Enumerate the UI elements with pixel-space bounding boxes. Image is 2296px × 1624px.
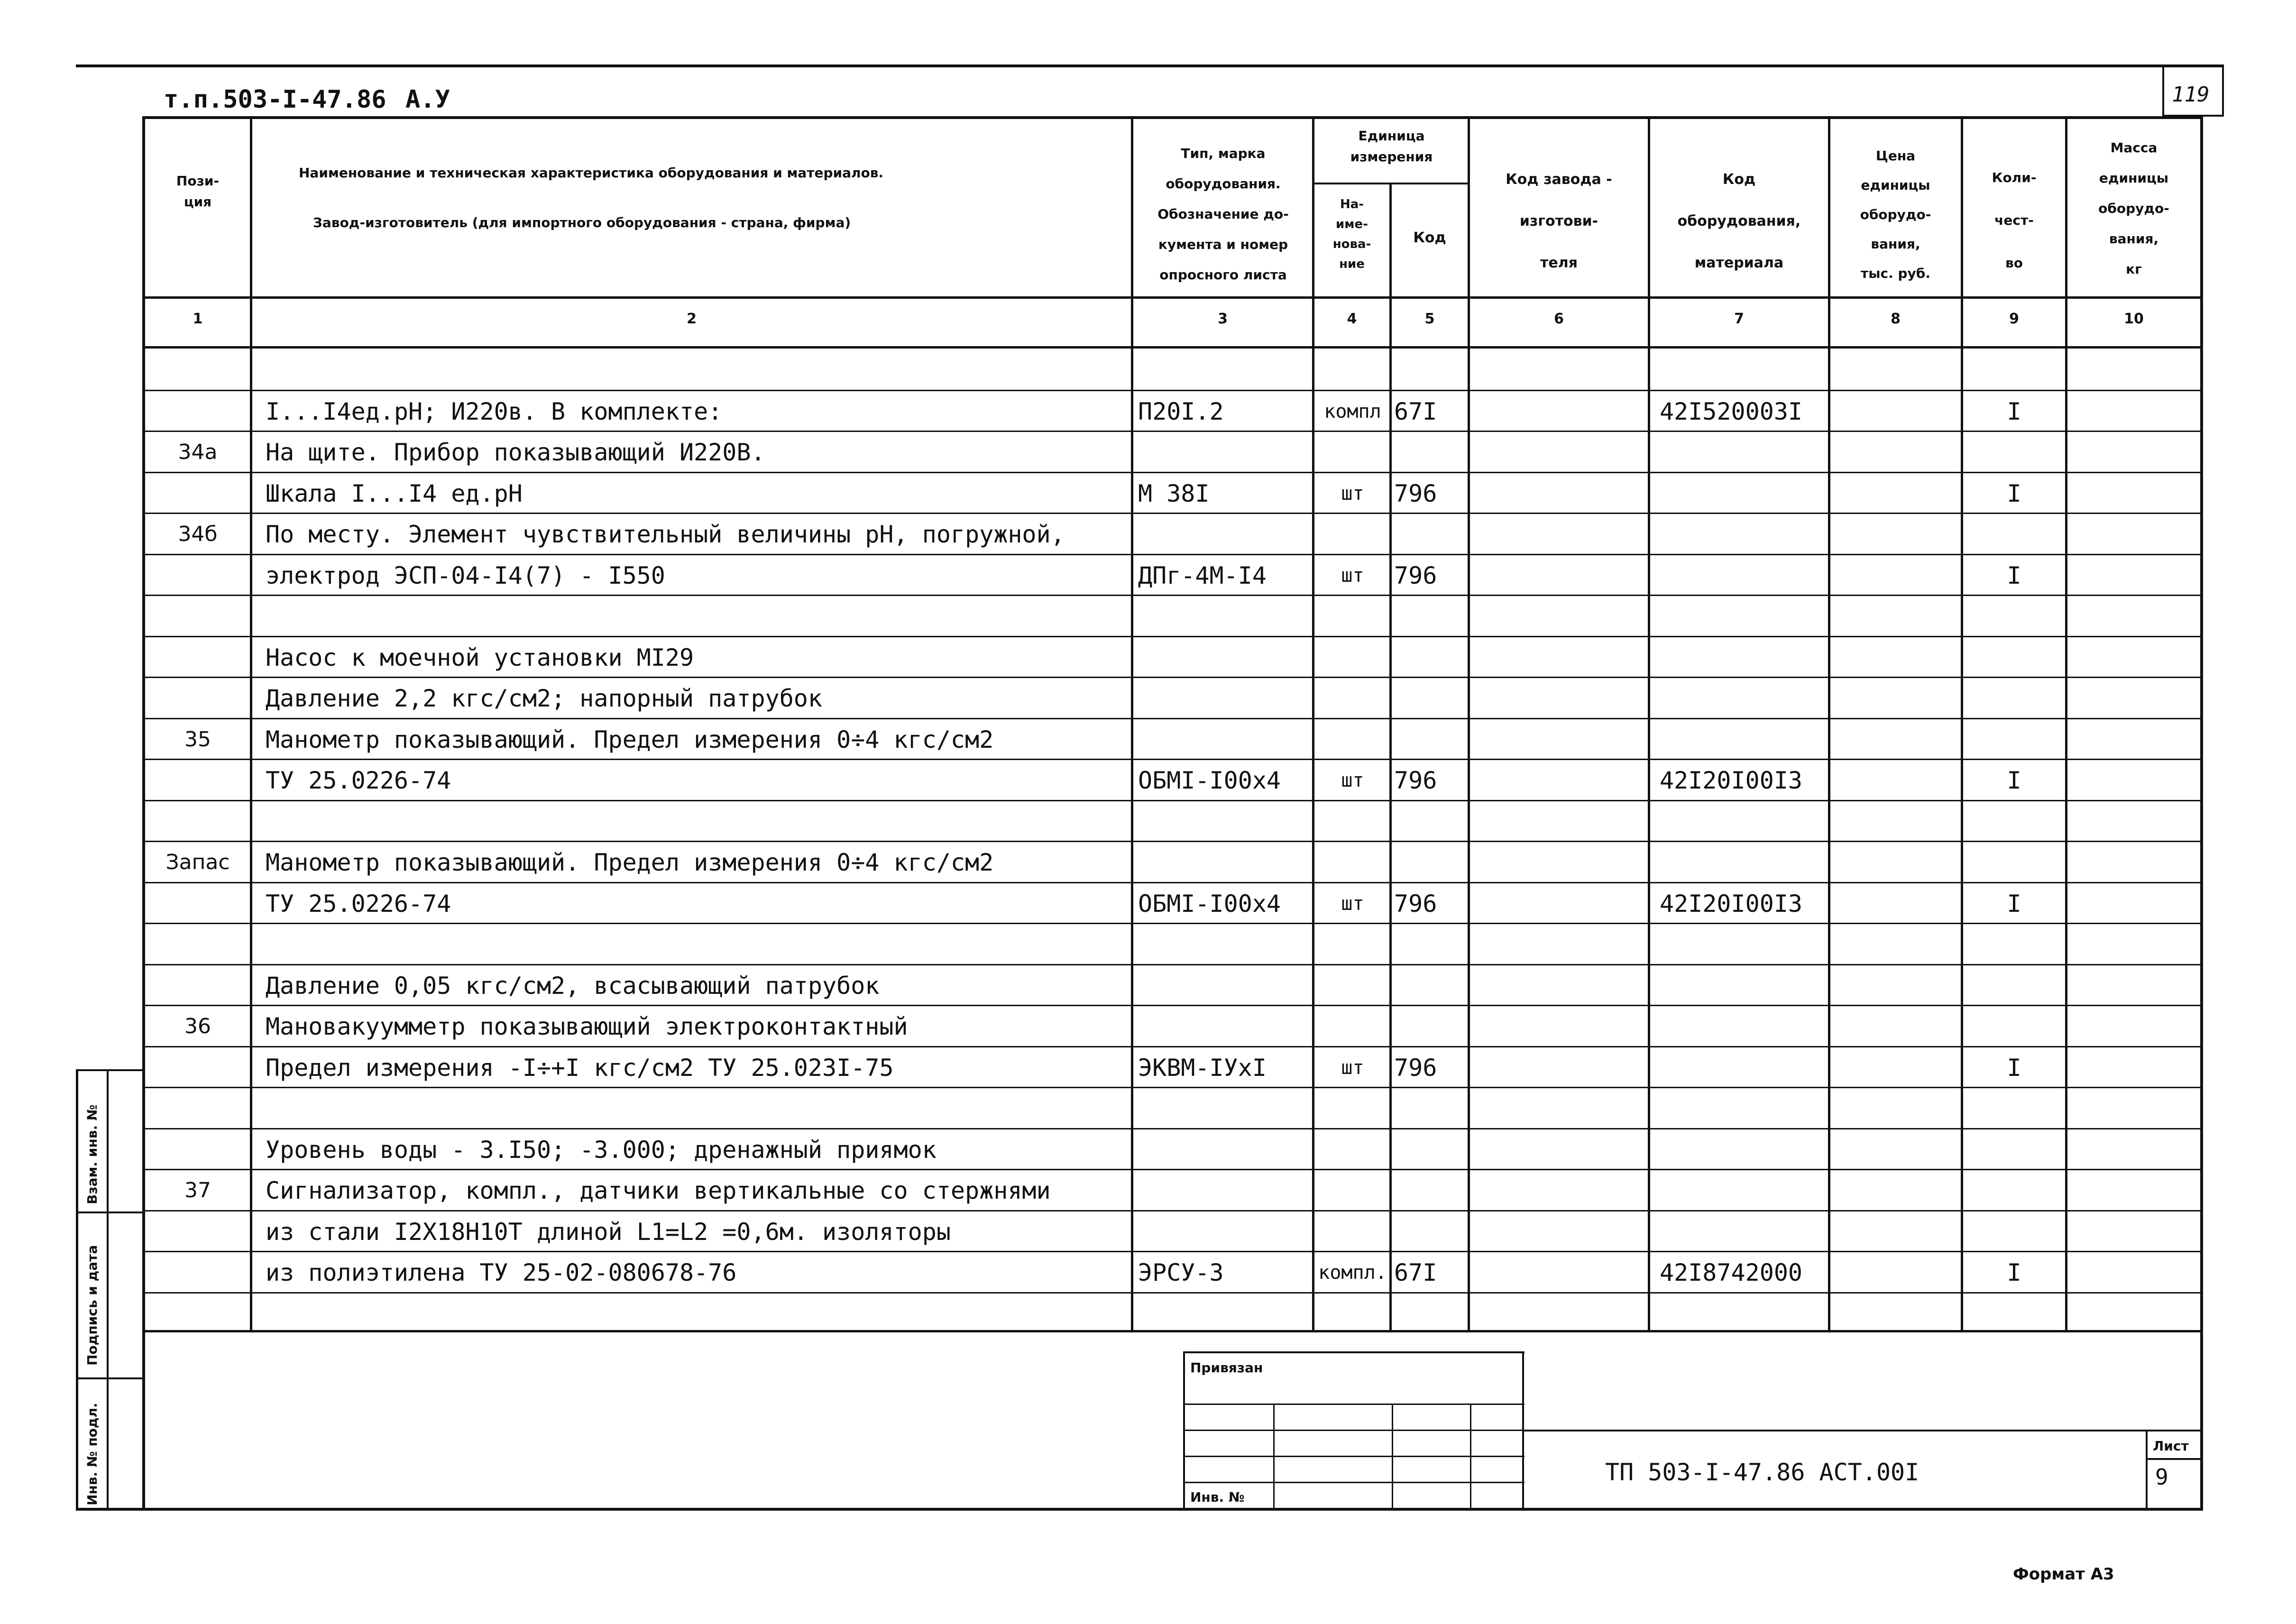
col-line-4 — [1389, 183, 1392, 1332]
row-divider — [142, 677, 2203, 678]
header-price: Цена единицы оборудо- вания, тыс. руб. — [1860, 148, 1931, 281]
col-line-5 — [1468, 116, 1470, 1332]
colnum-9: 9 — [2009, 311, 2019, 327]
row-divider — [142, 1005, 2203, 1006]
header-unit-name: На- име- нова- ние — [1332, 197, 1371, 271]
sheet-box-left — [2146, 1430, 2148, 1510]
cell-name: Насос к моечной установки МI29 — [266, 644, 694, 671]
cell-pos: 35 — [184, 727, 211, 752]
cell-unit: шт — [1341, 483, 1364, 505]
stamp-top — [76, 1069, 145, 1071]
header-name-line1: Наименование и техническая характеристика оборудования и материалов. — [299, 165, 884, 181]
header-position: Пози- ция — [176, 173, 220, 210]
title-block-top — [1522, 1430, 2203, 1431]
cell-name: ТУ 25.0226-74 — [266, 890, 451, 918]
stamp-sign-date: Подпись и дата — [84, 1245, 100, 1366]
row-divider — [142, 431, 2203, 432]
row-divider — [142, 759, 2203, 760]
stamp-div-1 — [76, 1211, 145, 1213]
row-divider — [142, 718, 2203, 719]
row-divider — [142, 1128, 2203, 1129]
cell-unit: шт — [1341, 893, 1364, 915]
cell-qty: I — [2007, 562, 2021, 589]
cell-unit: шт — [1341, 1057, 1364, 1079]
cell-ucode: 796 — [1394, 1054, 1437, 1082]
row-divider — [142, 800, 2203, 801]
cell-qty: I — [2007, 767, 2021, 794]
unit-group-divider — [1313, 183, 1470, 184]
cell-type: П20I.2 — [1138, 398, 1224, 425]
bind-row-2 — [1183, 1430, 1525, 1431]
header-type: Тип, марка оборудования. Обозначение до- кумента и номер опросного листа — [1157, 146, 1289, 283]
cell-pos: 36 — [184, 1014, 211, 1038]
table-top-border — [142, 116, 2203, 119]
bind-title: Привязан — [1190, 1360, 1263, 1376]
cell-ucode: 796 — [1394, 767, 1437, 794]
cell-qty: I — [2007, 890, 2021, 918]
bind-top — [1183, 1351, 1525, 1353]
colnum-1: 1 — [193, 311, 203, 327]
cell-type: ДПг-4М-I4 — [1138, 562, 1267, 589]
cell-name: На щите. Прибор показывающий И220В. — [266, 439, 765, 466]
cell-name: I...I4ед.рН; И220в. В комплекте: — [266, 398, 723, 425]
cell-ucode: 67I — [1394, 398, 1437, 425]
cell-name: Сигнализатор, компл., датчики вертикальные со стержнями — [266, 1177, 1051, 1204]
bind-inv: Инв. № — [1190, 1489, 1245, 1505]
col-line-6 — [1648, 116, 1650, 1332]
colnum-10: 10 — [2124, 311, 2144, 327]
cell-unit: шт — [1341, 770, 1364, 791]
cell-name: Манометр показывающий. Предел измерения 0÷4 кгс/см2 — [266, 726, 994, 753]
col-line-7 — [1828, 116, 1830, 1332]
bind-row-1 — [1183, 1404, 1525, 1405]
row-divider — [142, 882, 2203, 883]
cell-type: ОБМI-I00х4 — [1138, 767, 1281, 794]
cell-unit: компл — [1324, 401, 1381, 422]
row-divider — [142, 841, 2203, 842]
row-divider — [142, 1169, 2203, 1170]
colnum-3: 3 — [1218, 311, 1228, 327]
colnum-5: 5 — [1424, 311, 1435, 327]
bind-col-1 — [1273, 1404, 1275, 1510]
cell-ucode: 796 — [1394, 890, 1437, 918]
row-divider — [142, 390, 2203, 391]
row-divider — [142, 636, 2203, 637]
cell-name: Мановакуумметр показывающий электроконтактный — [266, 1013, 908, 1040]
cell-ocode: 42I20I00I3 — [1660, 890, 1803, 918]
cell-pos: 34а — [178, 440, 218, 464]
row-divider — [142, 1210, 2203, 1211]
cell-pos: 34б — [178, 522, 218, 546]
header-mass: Масса единицы оборудо- вания, кг — [2098, 140, 2169, 277]
colnum-2: 2 — [687, 311, 697, 327]
header-maker-code: Код завода - изготови- теля — [1506, 171, 1612, 271]
cell-ocode: 42I8742000 — [1660, 1259, 1803, 1286]
cell-pos: 37 — [184, 1178, 211, 1202]
cell-name: Манометр показывающий. Предел измерения 0÷4 кгс/см2 — [266, 849, 994, 876]
cell-name: из полиэтилена ТУ 25-02-080678-76 — [266, 1259, 737, 1286]
cell-unit: шт — [1341, 565, 1364, 587]
bind-col-3 — [1470, 1404, 1471, 1510]
top-frame-line — [76, 64, 2224, 67]
col-line-8 — [1961, 116, 1963, 1332]
bind-col-2 — [1392, 1404, 1393, 1510]
row-divider — [142, 1087, 2203, 1088]
colnum-8: 8 — [1891, 311, 1901, 327]
cell-name: ТУ 25.0226-74 — [266, 767, 451, 794]
table-bottom-border — [76, 1508, 2203, 1511]
cell-type: М 38I — [1138, 480, 1210, 507]
cell-qty: I — [2007, 398, 2021, 425]
header-bottom-line — [142, 296, 2203, 299]
sheet-label: Лист — [2153, 1438, 2189, 1454]
cell-ucode: 796 — [1394, 480, 1437, 507]
cell-name: из стали I2Х18Н10Т длиной L1=L2 =0,6м. изоляторы — [266, 1218, 951, 1246]
cell-ocode: 42I520003I — [1660, 398, 1803, 425]
header-name-line2: Завод-изготовитель (для импортного оборудования - страна, фирма) — [313, 215, 851, 230]
cell-name: Предел измерения -I÷+I кгс/см2 ТУ 25.023I-75 — [266, 1054, 894, 1082]
row-divider — [142, 964, 2203, 965]
cell-ocode: 42I20I00I3 — [1660, 767, 1803, 794]
cell-ucode: 67I — [1394, 1259, 1437, 1286]
stamp-div-2 — [76, 1377, 145, 1379]
title-code: ТП 503-I-47.86 АСТ.00I — [1605, 1459, 1919, 1486]
colnum-7: 7 — [1734, 311, 1744, 327]
row-divider — [142, 595, 2203, 596]
cell-name: электрод ЭСП-04-I4(7) - I550 — [266, 562, 665, 589]
table-right-border — [2200, 116, 2203, 1510]
doc-album: А.У — [405, 85, 450, 114]
cell-name: Шкала I...I4 ед.рН — [266, 480, 523, 507]
cell-type: ЭКВМ-IУхI — [1138, 1054, 1267, 1082]
row-divider — [142, 1292, 2203, 1294]
cell-ucode: 796 — [1394, 562, 1437, 589]
cell-qty: I — [2007, 1259, 2021, 1286]
colnum-6: 6 — [1554, 311, 1564, 327]
cell-qty: I — [2007, 480, 2021, 507]
cell-name: По месту. Элемент чувствительный величины рН, погружной, — [266, 521, 1065, 548]
cell-type: ОБМI-I00х4 — [1138, 890, 1281, 918]
sheet-number: 9 — [2155, 1464, 2168, 1490]
colnum-4: 4 — [1347, 311, 1357, 327]
page-mark-box-right — [2222, 66, 2224, 116]
stamp-outer-left — [76, 1069, 78, 1510]
table-body-end-line — [142, 1330, 2203, 1332]
row-divider — [142, 472, 2203, 473]
header-unit-code: Код — [1413, 229, 1446, 246]
row-divider — [142, 513, 2203, 514]
row-divider — [142, 554, 2203, 555]
col-line-3 — [1312, 116, 1314, 1332]
cell-qty: I — [2007, 1054, 2021, 1082]
cell-name: Уровень воды - 3.I50; -3.000; дренажный приямок — [266, 1136, 937, 1164]
cell-pos: Запас — [165, 850, 230, 874]
cell-type: ЭРСУ-3 — [1138, 1259, 1224, 1286]
bind-row-3 — [1183, 1456, 1525, 1457]
col-line-9 — [2065, 116, 2067, 1332]
cell-name: Давление 0,05 кгс/см2, всасывающий патрубок — [266, 972, 880, 1000]
doc-code-top: т.п.503-I-47.86 — [164, 85, 386, 114]
header-quantity: Коли- чест- во — [1992, 170, 2037, 271]
cell-name: Давление 2,2 кгс/см2; напорный патрубок — [266, 685, 822, 712]
header-equipment-code: Код оборудования, материала — [1677, 171, 1801, 271]
page-mark: 119 — [2172, 83, 2210, 107]
stamp-replace-inv: Взам. инв. № — [84, 1104, 100, 1204]
cell-unit: компл. — [1318, 1262, 1387, 1284]
stamp-inner-line — [107, 1069, 109, 1510]
format-label: Формат А3 — [2013, 1565, 2114, 1584]
col-line-1 — [250, 116, 252, 1332]
page-mark-box-left — [2162, 66, 2164, 116]
colnum-bottom-line — [142, 346, 2203, 349]
row-divider — [142, 1046, 2203, 1047]
col-line-2 — [1131, 116, 1133, 1332]
stamp-inv-orig: Инв. № подл. — [84, 1403, 100, 1505]
header-unit-group: Единица измерения — [1350, 128, 1433, 165]
row-divider — [142, 1251, 2203, 1252]
row-divider — [142, 923, 2203, 924]
